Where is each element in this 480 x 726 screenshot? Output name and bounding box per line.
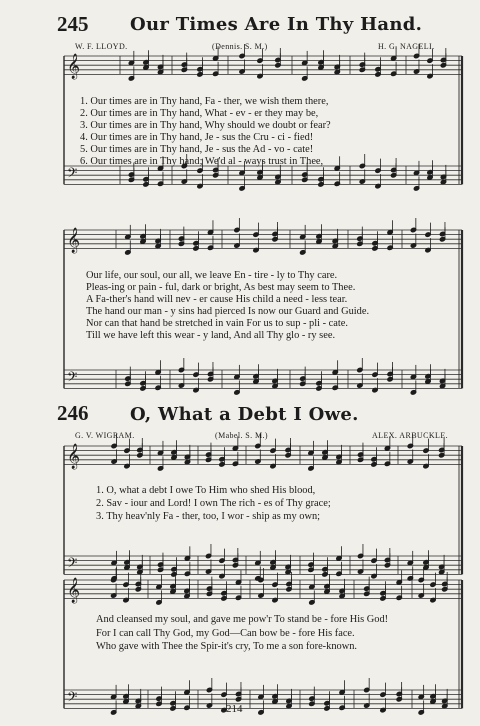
verse-line: Till we have left this wear - y land, And all Thy glo - ry see. <box>86 330 336 341</box>
svg-text:𝄢: 𝄢 <box>67 555 78 574</box>
verse-line: The hand our man - y sins had pierced Is now our Guard and Guide. <box>86 306 370 317</box>
verse-line: A Fa-ther's hand will nev - er cause His child a need - less tear. <box>86 294 348 305</box>
svg-text:𝄞: 𝄞 <box>67 54 81 79</box>
verse-block <box>96 484 331 523</box>
verse-line: 2. Our times are in Thy hand, What - ev - er they may be, <box>80 108 319 119</box>
verse-block <box>96 613 388 654</box>
tune-credit: (Mabel. S. M.) <box>215 431 268 440</box>
verse-line: 2. Sav - iour and Lord! I own The rich - es of Thy grace; <box>96 498 331 509</box>
verse-block <box>80 96 331 168</box>
svg-text:𝄢: 𝄢 <box>67 369 78 388</box>
svg-text:𝄞: 𝄞 <box>67 578 81 603</box>
verse-line: And cleansed my soul, and gave me pow'r To stand be - fore His God! <box>96 614 389 625</box>
svg-text:𝄢: 𝄢 <box>67 165 78 184</box>
verse-block <box>86 270 369 342</box>
hymn-title: O, What a Debt I Owe. <box>130 404 359 425</box>
words-credit: W. F. LLOYD. <box>75 42 128 51</box>
words-credit: G. V. WIGRAM. <box>75 431 135 440</box>
hymn-number: 245 <box>57 12 89 36</box>
verse-line: Nor can that hand be stretched in vain For us to sup - pli - cate. <box>86 318 349 329</box>
verse-line: 1. O, what a debt I owe To Him who shed His blood, <box>96 485 316 496</box>
verse-line: 4. Our times are in Thy hand, Je - sus the Cru - ci - fied! <box>80 132 314 143</box>
hymn-number: 246 <box>57 401 89 425</box>
verse-line: 1. Our times are in Thy hand, Fa - ther, we wish them there, <box>80 96 329 107</box>
svg-text:𝄞: 𝄞 <box>67 444 81 469</box>
hymn-title: Our Times Are In Thy Hand. <box>130 14 423 35</box>
tune-credit: (Dennis. S. M.) <box>212 42 268 51</box>
svg-text:𝄢: 𝄢 <box>67 689 78 708</box>
verse-line: Pleas-ing or pain - ful, dark or bright, As best may seem to Thee. <box>86 282 356 293</box>
page-number: 214 <box>226 703 243 715</box>
svg-text:𝄞: 𝄞 <box>67 228 81 253</box>
verse-line: 3. Thy heav'nly Fa - ther, too, I wor - ship as my own; <box>96 511 321 522</box>
verse-line: Our life, our soul, our all, we leave En - tire - ly to Thy care. <box>86 270 338 281</box>
music-credit: ALEX. ARBUCKLE. <box>372 431 448 440</box>
verse-line: For I can call Thy God, my God—Can bow be - fore His face. <box>96 627 355 639</box>
verse-line: 5. Our times are in Thy hand, Je - sus the Ad - vo - cate! <box>80 144 314 155</box>
verse-line: Who gave with Thee the Spir-it's cry, To me a son fore-known. <box>96 641 358 652</box>
verse-line: 6. Our times are in Thy hand; We'd al - ways trust in Thee, <box>80 156 324 167</box>
music-credit: H. G. NAGELI. <box>378 42 435 51</box>
verse-line: 3. Our times are in Thy hand, Why should we doubt or fear? <box>80 120 331 131</box>
